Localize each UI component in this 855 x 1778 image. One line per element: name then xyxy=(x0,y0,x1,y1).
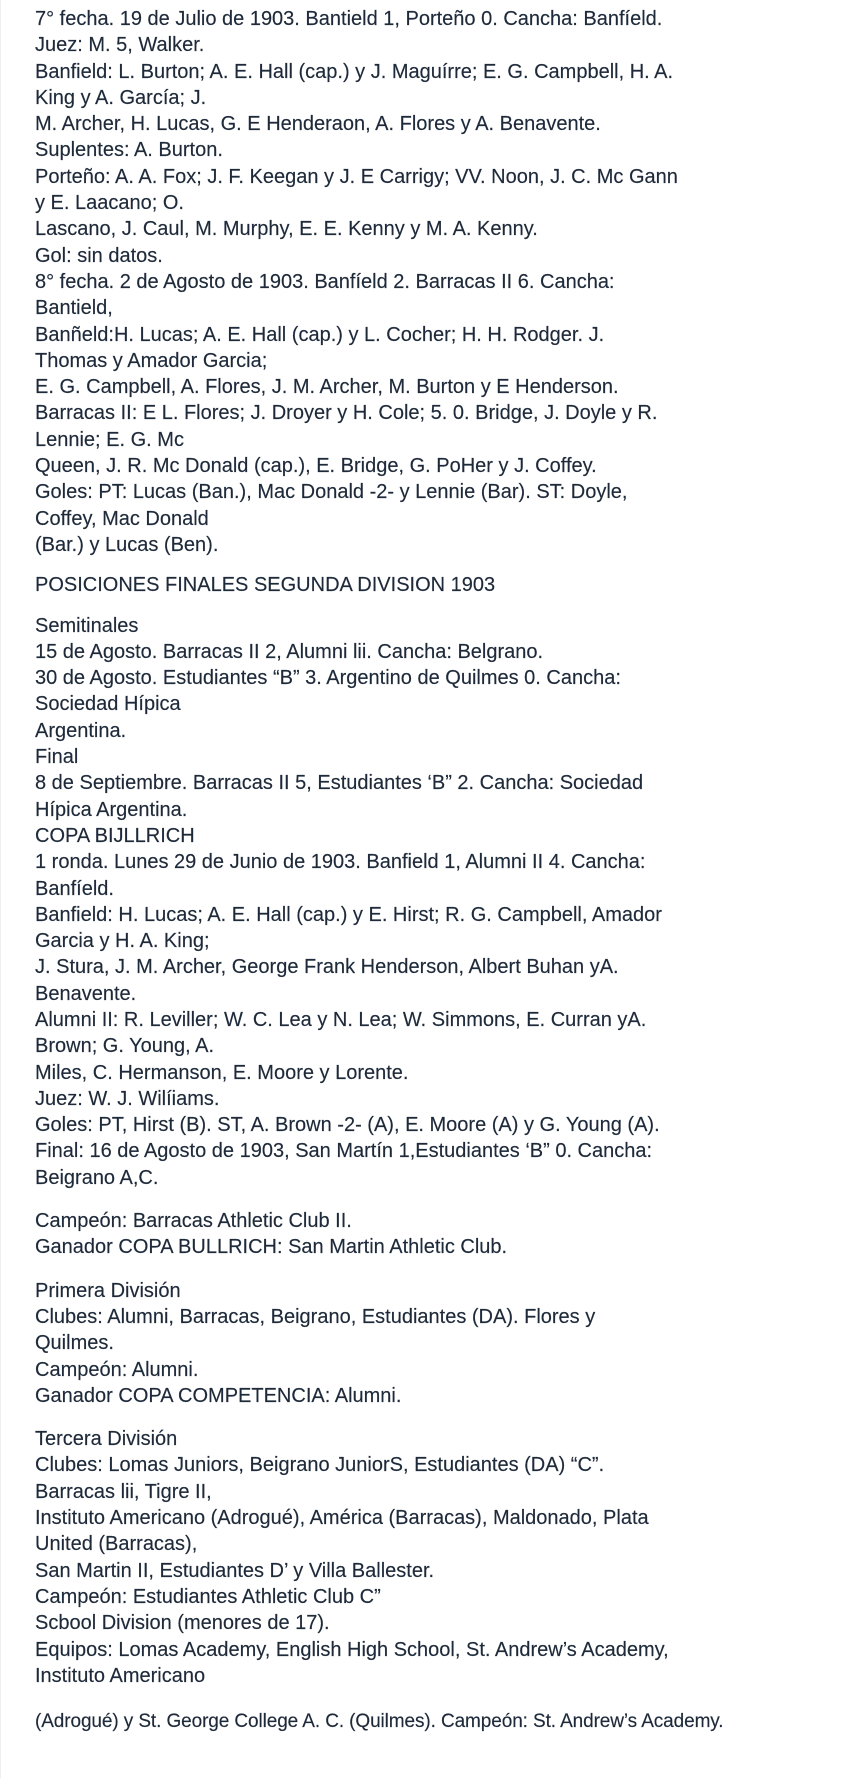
text-line: Juez: W. J. Wilíiams. xyxy=(35,1087,220,1110)
text-line: United (Barracas), xyxy=(35,1533,198,1556)
section-heading: Primera División xyxy=(35,1279,181,1302)
text-line: M. Archer, H. Lucas, G. E Henderaon, A. Flores y A. Benavente. xyxy=(35,113,601,136)
text-line: 8° fecha. 2 de Agosto de 1903. Banfíeld 2. Barracas II 6. Cancha: xyxy=(35,270,615,293)
text-line: Goles: PT: Lucas (Ban.), Mac Donald -2- y Lennie (Bar). ST: Doyle, xyxy=(35,481,628,504)
section-heading: COPA BIJLLRICH xyxy=(35,824,195,847)
match-7-section xyxy=(35,6,840,269)
text-line: Banfíeld. xyxy=(35,877,114,900)
text-line: Lennie; E. G. Mc xyxy=(35,428,184,451)
text-line: (Bar.) y Lucas (Ben). xyxy=(35,533,219,556)
text-line: Instituto Americano (Adrogué), América (Barracas), Maldonado, Plata xyxy=(35,1507,649,1530)
text-line: Equipos: Lomas Academy, English High School, St. Andrew’s Academy, xyxy=(35,1638,669,1661)
text-line: Beigrano A,C. xyxy=(35,1166,159,1189)
page-edge xyxy=(0,0,1,1778)
text-line: Bantield, xyxy=(35,297,113,320)
text-line: Alumni II: R. Leviller; W. C. Lea y N. Lea; W. Simmons, E. Curran yA. xyxy=(35,1008,647,1031)
text-line: Instituto Americano xyxy=(35,1664,206,1687)
text-line: y E. Laacano; O. xyxy=(35,192,184,215)
text-line: Sociedad Hípica xyxy=(35,693,181,716)
text-line: Porteño: A. A. Fox; J. F. Keegan y J. E Carrigy; VV. Noon, J. C. Mc Gann xyxy=(35,165,678,188)
text-line: Clubes: Lomas Juniors, Beigrano JuniorS, Estudiantes (DA) “C”. xyxy=(35,1454,605,1477)
copa-bullrich-section xyxy=(35,823,840,1191)
section-heading: Semitinales xyxy=(35,614,139,637)
text-line: Goles: PT, Hirst (B). ST, A. Brown -2- (A), E. Moore (A) y G. Young (A). xyxy=(35,1114,660,1137)
text-line: Thomas y Amador Garcia; xyxy=(35,349,268,372)
text-line: Ganador COPA BULLRICH: San Martin Athletic Club. xyxy=(35,1236,508,1259)
text-line: Clubes: Alumni, Barracas, Beigrano, Estudiantes (DA). Flores y xyxy=(35,1305,596,1328)
text-line: Lascano, J. Caul, M. Murphy, E. E. Kenny y M. A. Kenny. xyxy=(35,218,538,241)
text-line: Barracas II: E L. Flores; J. Droyer y H. Cole; 5. 0. Bridge, J. Doyle y R. xyxy=(35,402,658,425)
text-line: 8 de Septiembre. Barracas II 5, Estudiantes ‘B” 2. Cancha: Sociedad xyxy=(35,772,644,795)
text-line: Argentina. xyxy=(35,719,127,742)
text-line: Campeón: Barracas Athletic Club II. xyxy=(35,1210,352,1233)
final-positions-heading-section xyxy=(35,572,840,598)
section-heading: POSICIONES FINALES SEGUNDA DIVISION 1903 xyxy=(35,574,496,597)
text-line: (Adrogué) y St. George College A. C. (Quilmes). Campeón: St. Andrew’s Academy. xyxy=(35,1711,724,1733)
text-line: Garcia y H. A. King; xyxy=(35,930,210,953)
text-line: Suplentes: A. Burton. xyxy=(35,139,223,162)
text-line: J. Stura, J. M. Archer, George Frank Henderson, Albert Buhan yA. xyxy=(35,956,619,979)
text-line: Scbool Division (menores de 17). xyxy=(35,1612,330,1635)
text-line: Final: 16 de Agosto de 1903, San Martín 1,Estudiantes ‘B” 0. Cancha: xyxy=(35,1140,653,1163)
text-line: San Martin II, Estudiantes D’ y Villa Ballester. xyxy=(35,1559,435,1582)
text-line: Campeón: Estudiantes Athletic Club C” xyxy=(35,1585,381,1608)
tercera-division-section xyxy=(35,1426,840,1689)
document-body xyxy=(35,6,840,1735)
text-line: Banfield: H. Lucas; A. E. Hall (cap.) y E. Hirst; R. G. Campbell, Amador xyxy=(35,903,662,926)
section-heading: Tercera División xyxy=(35,1428,178,1451)
text-line: 30 de Agosto. Estudiantes “B” 3. Argentino de Quilmes 0. Cancha: xyxy=(35,667,621,690)
text-line: Benavente. xyxy=(35,982,137,1005)
text-line: King y A. García; J. xyxy=(35,86,207,109)
text-line: Hípica Argentina. xyxy=(35,798,188,821)
text-line: Coffey, Mac Donald xyxy=(35,507,209,530)
text-line: Quilmes. xyxy=(35,1332,114,1355)
text-line: E. G. Campbell, A. Flores, J. M. Archer, M. Burton y E Henderson. xyxy=(35,376,619,399)
text-line: Queen, J. R. Mc Donald (cap.), E. Bridge, G. PoHer y J. Coffey. xyxy=(35,455,597,478)
text-line: Barracas lii, Tigre II, xyxy=(35,1480,212,1503)
text-line: Campeón: Alumni. xyxy=(35,1358,199,1381)
text-line: Miles, C. Hermanson, E. Moore y Lorente. xyxy=(35,1061,409,1084)
school-division-footer xyxy=(35,1709,840,1735)
text-line: Ganador COPA COMPETENCIA: Alumni. xyxy=(35,1384,402,1407)
primera-division-section xyxy=(35,1278,840,1409)
text-line: 15 de Agosto. Barracas II 2, Alumni lii. Cancha: Belgrano. xyxy=(35,640,544,663)
text-line: Banfield: L. Burton; A. E. Hall (cap.) y J. Maguírre; E. G. Campbell, H. A. xyxy=(35,60,674,83)
text-line: Banñeld:H. Lucas; A. E. Hall (cap.) y L. Cocher; H. H. Rodger. J. xyxy=(35,323,605,346)
match-8-section xyxy=(35,269,840,558)
text-line: 7° fecha. 19 de Julio de 1903. Bantield 1, Porteño 0. Cancha: Banfíeld. xyxy=(35,8,663,30)
section-heading: Final xyxy=(35,746,79,769)
text-line: Brown; G. Young, A. xyxy=(35,1035,215,1058)
text-line: 1 ronda. Lunes 29 de Junio de 1903. Banfield 1, Alumni II 4. Cancha: xyxy=(35,851,646,874)
semifinals-section xyxy=(35,613,840,823)
text-line: Juez: M. 5, Walker. xyxy=(35,34,205,57)
text-line: Gol: sin datos. xyxy=(35,244,163,267)
champions-section xyxy=(35,1208,840,1261)
